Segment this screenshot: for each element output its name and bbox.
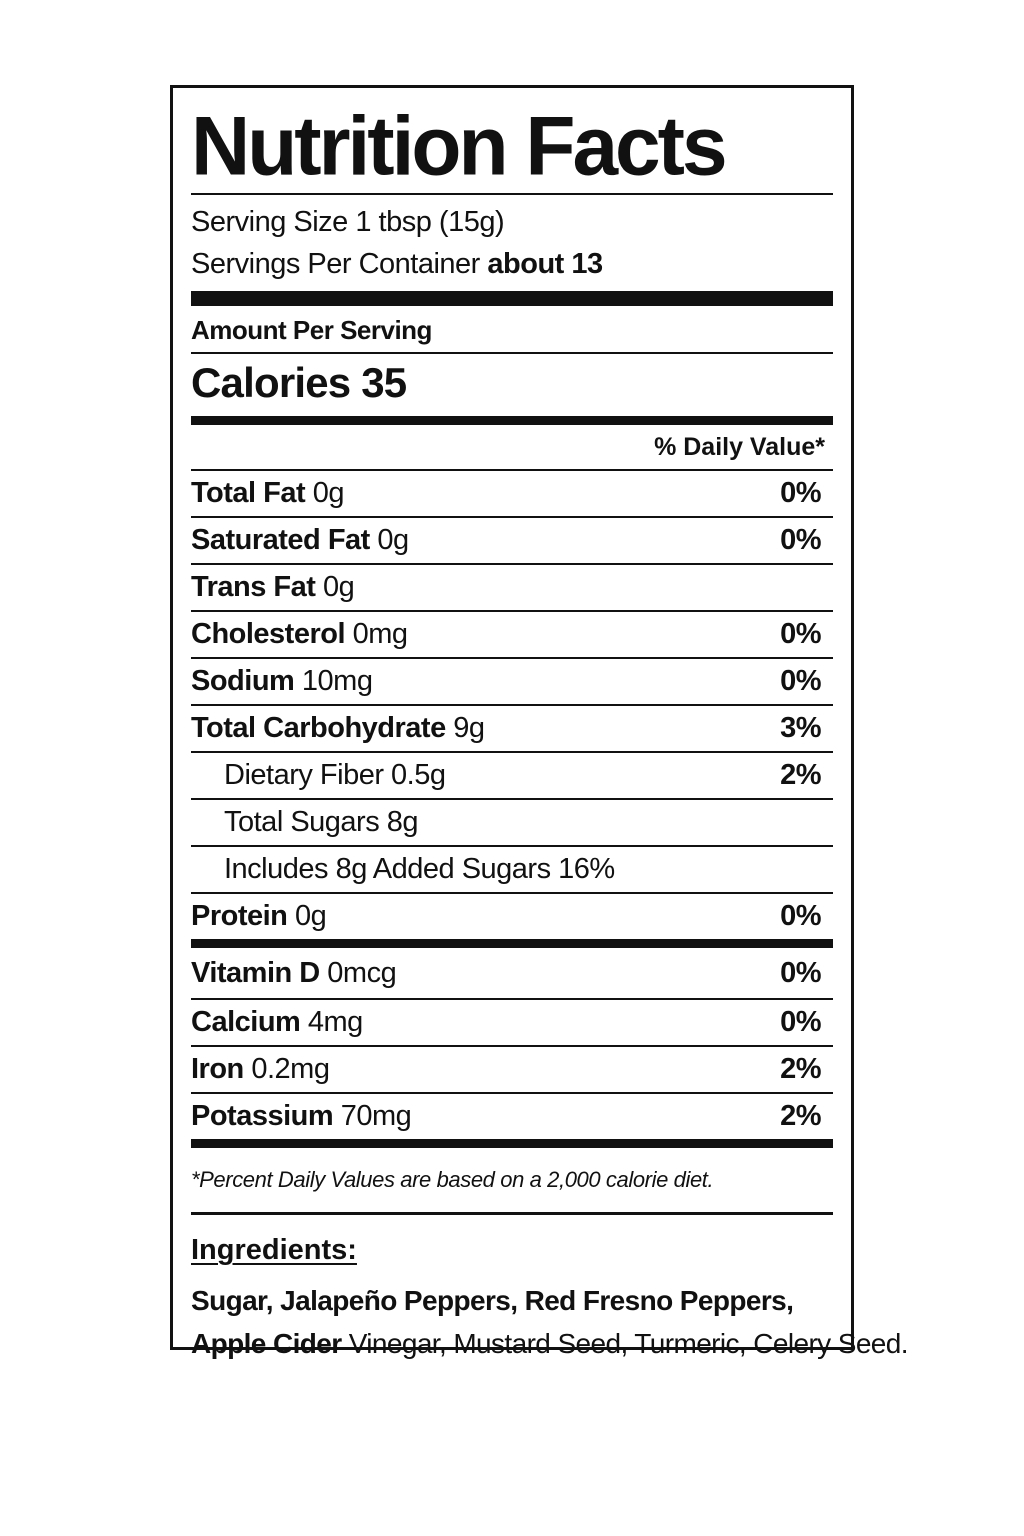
- nutrient-name: [191, 477, 344, 510]
- nutrient-name: [191, 900, 326, 933]
- vitamin-amount: 0mcg: [327, 956, 397, 989]
- vitamin-name: [191, 957, 396, 990]
- nutrient-amount: 0g: [294, 900, 327, 932]
- label-title: Nutrition Facts: [191, 99, 725, 193]
- nutrient-label: Protein: [191, 900, 288, 932]
- nutrient-row: [191, 516, 833, 563]
- vitamin-amount: 4mg: [307, 1006, 363, 1038]
- vitamin-row: [191, 948, 833, 998]
- nutrient-daily-value: 0%: [780, 665, 821, 697]
- nutrient-amount: 0g: [312, 477, 345, 509]
- nutrient-daily-value: 0%: [780, 477, 821, 509]
- vitamin-label: Potassium: [191, 1100, 334, 1132]
- calories: Calories 35: [191, 359, 407, 406]
- nutrient-amount: 0g: [323, 571, 355, 603]
- nutrient-row: [191, 798, 833, 845]
- servings-per-container-label: Servings Per Container: [191, 248, 480, 280]
- ingredients-line-2: [191, 1322, 908, 1365]
- title-divider: [191, 193, 833, 195]
- vitamin-name: [191, 1100, 411, 1133]
- nutrient-amount: 0mg: [352, 618, 408, 650]
- nutrient-row: [191, 845, 833, 892]
- ingredients-title: Ingredients:: [191, 1234, 357, 1266]
- thick-divider: [191, 291, 833, 306]
- nutrition-facts-label: [170, 85, 908, 1359]
- nutrient-name: [191, 618, 408, 651]
- vitamin-daily-value: 0%: [780, 956, 821, 989]
- calories-divider: [191, 416, 833, 425]
- nutrient-label: Cholesterol: [191, 618, 346, 650]
- vitamin-amount: 0.2mg: [251, 1053, 330, 1085]
- nutrient-name: [191, 759, 446, 792]
- ingredients-text: [191, 1279, 908, 1365]
- nutrient-name: [191, 712, 485, 745]
- ingredients-line-1-text: Sugar, Jalapeño Peppers, Red Fresno Peppers,: [191, 1285, 794, 1316]
- nutrient-daily-value: 0%: [780, 900, 821, 932]
- nutrient-row: [191, 892, 833, 939]
- nutrient-name: [191, 571, 354, 604]
- vitamin-row: [191, 1092, 833, 1139]
- nutrient-row: [191, 704, 833, 751]
- nutrient-label: Sodium: [191, 665, 295, 697]
- vitamin-daily-value: 2%: [780, 1053, 821, 1085]
- vitamin-daily-value: 0%: [780, 1006, 821, 1038]
- nutrient-label: Saturated Fat: [191, 524, 370, 556]
- nutrient-amount: 0g: [377, 524, 409, 556]
- vitamin-daily-value: 2%: [780, 1100, 821, 1132]
- nutrient-daily-value: 2%: [780, 759, 821, 791]
- ingredients-line-1: [191, 1279, 833, 1322]
- nutrient-label: Total Fat: [191, 477, 306, 509]
- servings-per-container-value: about 13: [487, 248, 603, 280]
- nutrient-row: [191, 469, 833, 516]
- vitamin-label: Vitamin D: [191, 956, 320, 989]
- ingredients-line-2-rest: Vinegar, Mustard Seed, Turmeric, Celery Seed.: [348, 1328, 908, 1359]
- nutrient-daily-value: 0%: [780, 618, 821, 650]
- footnote-divider: [191, 1212, 833, 1215]
- nutrient-label: Includes 8g Added Sugars 16%: [224, 853, 615, 885]
- vitamin-name: [191, 1053, 329, 1086]
- nutrient-row: [191, 751, 833, 798]
- nutrient-row: [191, 563, 833, 610]
- vitamin-name: [191, 1006, 363, 1039]
- nutrient-row: [191, 657, 833, 704]
- nutrient-amount: 10mg: [301, 665, 373, 697]
- nutrient-name: [191, 524, 409, 557]
- footnote: *Percent Daily Values are based on a 2,000 calorie diet.: [191, 1167, 714, 1192]
- nutrient-label: Dietary Fiber 0.5g: [224, 759, 446, 791]
- daily-value-header: % Daily Value*: [654, 433, 825, 461]
- nutrient-label: Trans Fat: [191, 571, 316, 603]
- amount-per-serving: Amount Per Serving: [191, 315, 432, 345]
- nutrient-name: [191, 806, 418, 839]
- nutrient-amount: 9g: [453, 712, 485, 744]
- nutrient-list: [191, 469, 833, 939]
- vitamin-row: [191, 1045, 833, 1092]
- nutrient-label: Total Carbohydrate: [191, 712, 446, 744]
- vitamin-list: [191, 948, 833, 1139]
- vitamin-row: [191, 998, 833, 1045]
- servings-per-container: [191, 243, 833, 285]
- nutrient-row: [191, 610, 833, 657]
- vitamin-footnote-divider: [191, 1139, 833, 1148]
- nutrient-label: Total Sugars 8g: [224, 806, 419, 838]
- vitamin-label: Calcium: [191, 1006, 301, 1038]
- nutrient-daily-value: 0%: [780, 524, 821, 556]
- vitamin-amount: 70mg: [340, 1100, 412, 1132]
- nutrient-daily-value: 3%: [780, 712, 821, 744]
- nutrient-name: [191, 665, 372, 698]
- serving-size: Serving Size 1 tbsp (15g): [191, 206, 505, 238]
- nutrient-name: [191, 853, 615, 886]
- ingredients-line-2-bold: Apple Cider: [191, 1328, 342, 1359]
- nutrient-vitamin-divider: [191, 939, 833, 948]
- vitamin-label: Iron: [191, 1053, 244, 1085]
